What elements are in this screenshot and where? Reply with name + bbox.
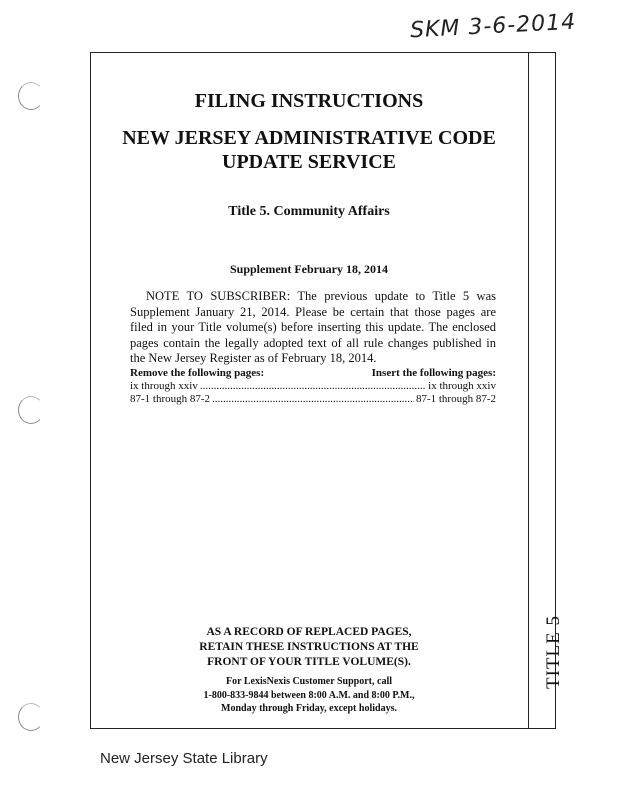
tab-divider-line — [528, 52, 529, 729]
punch-hole-top — [18, 82, 44, 110]
subscriber-note: NOTE TO SUBSCRIBER: The previous update to Title 5 was Supplement January 21, 2014. Please be certain that those pages are filed in your Title volume(s) before inserting this update. The enclosed pages contain the legally adopted text of all rule changes published in the New Jersey Register as of February 18, 2014. — [130, 289, 496, 365]
page-title: FILING INSTRUCTIONS — [194, 90, 424, 112]
dot-leader — [200, 380, 426, 393]
record-line: RETAIN THESE INSTRUCTIONS AT THE — [199, 641, 419, 653]
code-heading-line1: NEW JERSEY ADMINISTRATIVE CODE — [122, 127, 496, 149]
support-notice — [90, 675, 528, 716]
table-row — [130, 393, 496, 406]
support-line: For LexisNexis Customer Support, call — [225, 676, 392, 687]
code-heading — [90, 126, 528, 174]
support-line: 1-800-833-9844 between 8:00 A.M. and 8:00 P.M., — [203, 689, 415, 701]
title-number: Title 5. Community Affairs — [228, 204, 390, 219]
remove-header: Remove the following pages: — [130, 367, 265, 379]
supplement-date: Supplement February 18, 2014 — [229, 262, 388, 276]
support-line: Monday through Friday, except holidays. — [221, 703, 397, 714]
table-row — [130, 380, 496, 393]
insert-pages: 87-1 through 87-2 — [415, 393, 496, 405]
table-header — [130, 367, 496, 380]
punch-hole-bottom — [18, 703, 44, 731]
record-line: AS A RECORD OF REPLACED PAGES, — [206, 626, 412, 638]
insert-header: Insert the following pages: — [371, 367, 496, 379]
punch-hole-middle — [18, 396, 44, 424]
record-line: FRONT OF YOUR TITLE VOLUME(S). — [207, 656, 411, 668]
library-stamp: New Jersey State Library — [100, 750, 268, 767]
title-tab-label: TITLE 5 — [543, 614, 564, 689]
record-notice — [90, 625, 528, 670]
code-heading-line2: UPDATE SERVICE — [222, 151, 396, 173]
remove-pages: 87-1 through 87-2 — [130, 393, 211, 405]
dot-leader — [212, 393, 414, 406]
handwritten-note: SKM 3-6-2014 — [409, 9, 577, 44]
remove-pages: ix through xxiv — [130, 380, 198, 392]
page-replacement-table — [130, 367, 496, 406]
insert-pages: ix through xxiv — [428, 380, 496, 392]
